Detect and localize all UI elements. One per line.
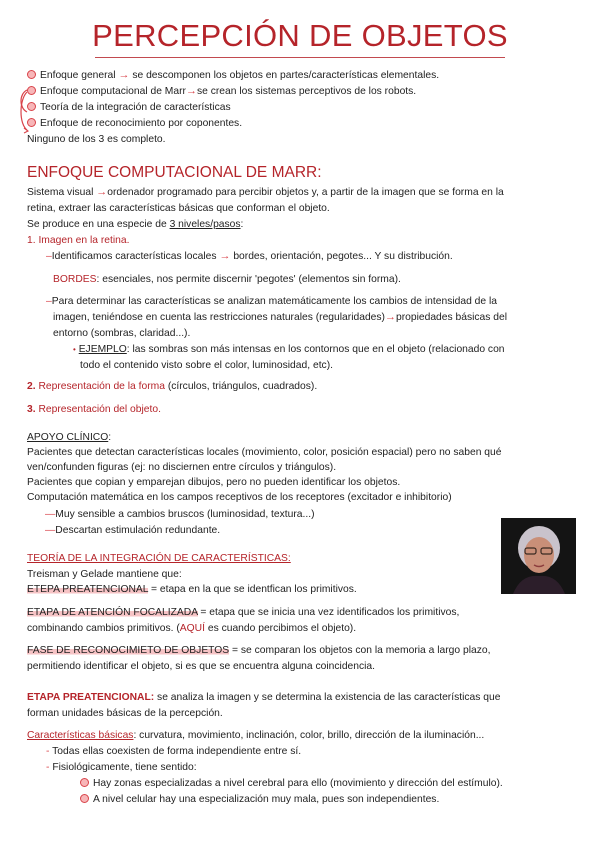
intro-item-3: Teoría de la integración de características — [27, 100, 231, 116]
preatencional-sub: - Fisiológicamente, tiene sentido: — [46, 762, 197, 773]
teoria-stage-3-cont: permitiendo identificar el objeto, si es que se encuentra alguna coincidencia. — [27, 661, 376, 672]
apoyo-line: Pacientes que copian y emparejan dibujos, pero no pueden identificar los objetos. — [27, 477, 401, 488]
bullet-icon — [27, 102, 36, 111]
teoria-stage-1: ETEPA PREATENCIONAL = etapa en la que se identfican los primitivos. — [27, 584, 357, 595]
example-note: • EJEMPLO: las sombras son más intensas en los contornos que en el objeto (relacionado con — [73, 344, 505, 355]
apoyo-sub: —Descartan estimulación redundante. — [45, 525, 221, 536]
intro-item-4: Enfoque de reconocimiento por coponentes. — [27, 116, 242, 132]
arrow-right-icon: → — [118, 69, 130, 81]
marr-paragraph-1: Sistema visual →ordenador programado para percibir objetos y, a partir de la imagen que se forma en la — [27, 186, 504, 198]
level-1-detail-3: entorno (sombras, claridad...). — [53, 328, 191, 339]
arrow-right-icon: → — [185, 85, 197, 97]
section-heading-marr: ENFOQUE COMPUTACIONAL DE MARR: — [27, 164, 322, 181]
apoyo-heading: APOYO CLÍNICO: — [27, 432, 112, 443]
arrow-right-icon: → — [384, 311, 396, 323]
bullet-icon — [80, 778, 89, 787]
preatencional-paragraph-2: forman unidades básicas de la percepción. — [27, 708, 223, 719]
apoyo-line: Computación matemática en los campos receptivos de los receptores (excitador e inhibitorio) — [27, 492, 452, 503]
preatencional-bullet: Hay zonas especializadas a nivel cerebral para ello (movimiento y dirección del estímulo). — [80, 776, 503, 792]
portrait-photo — [501, 518, 576, 594]
level-3-heading: 3. Representación del objeto. — [27, 404, 161, 415]
caracteristicas-basicas: Características básicas: curvatura, movimiento, inclinación, color, brillo, dirección de la iluminación... — [27, 730, 485, 741]
teoria-heading: TEORÍA DE LA INTEGRACIÓN DE CARACTERÍSTICAS: — [27, 553, 291, 564]
level-1-item: –Identificamos características locales → bordes, orientación, pegotes... Y su distribución. — [46, 250, 453, 262]
page-title: PERCEPCIÓN DE OBJETOS — [92, 18, 508, 53]
teoria-stage-3: FASE DE RECONOCIMIETO DE OBJETOS = se comparan los objetos con la memoria a largo plazo, — [27, 645, 491, 656]
example-note-2: todo el contenido visto sobre el color, luminosidad, etc). — [80, 360, 333, 371]
level-1-detail-2: imagen, teniéndose en cuenta las restricciones naturales (regularidades)→propiedades básicas del — [53, 311, 508, 323]
bullet-icon — [27, 86, 36, 95]
level-1-detail: –Para determinar las características se analizan matemáticamente los cambios de intensidad de la — [46, 296, 498, 307]
preatencional-paragraph: ETAPA PREATENCIONAL: se analiza la imagen y se determina la existencia de las características que — [27, 692, 501, 703]
marr-paragraph-2: Se produce en una especie de 3 niveles/pasos: — [27, 219, 244, 230]
teoria-stage-2: ETAPA DE ATENCIÓN FOCALIZADA = etapa que se inicia una vez identificados los primitivos, — [27, 607, 460, 618]
teoria-intro: Treisman y Gelade mantiene que: — [27, 569, 182, 580]
preatencional-sub: - Todas ellas coexisten de forma independiente entre sí. — [46, 746, 302, 757]
title-underline — [95, 57, 505, 58]
teoria-stage-2-cont: combinando cambios primitivos. (AQUÍ es cuando percibimos el objeto). — [27, 623, 357, 634]
intro-item-2: Enfoque computacional de Marr→se crean los sistemas perceptivos de los robots. — [27, 84, 416, 100]
apoyo-line: Pacientes que detectan características locales (movimiento, color, posición espacial) pero no saben qué — [27, 447, 502, 458]
bordes-note: BORDES: esenciales, nos permite discernir 'pegotes' (elementos sin forma). — [53, 274, 401, 285]
level-2-heading: 2. Representación de la forma (círculos, triángulos, cuadrados). — [27, 381, 318, 392]
bullet-icon — [27, 118, 36, 127]
apoyo-line: ven/confunden figuras (ej: no disciernen entre círculos y triángulos). — [27, 462, 337, 473]
bullet-icon — [80, 794, 89, 803]
apoyo-sub: —Muy sensible a cambios bruscos (luminosidad, textura...) — [45, 509, 315, 520]
bullet-icon — [27, 70, 36, 79]
arrow-right-icon: → — [96, 186, 108, 198]
level-1-heading: 1. Imagen en la retina. — [27, 235, 130, 246]
marr-paragraph-1-cont: retina, extraer las características básicas que conforman el objeto. — [27, 203, 330, 214]
preatencional-bullet: A nivel celular hay una especialización muy mala, pues son independientes. — [80, 792, 439, 808]
arrow-right-icon: → — [219, 250, 231, 262]
intro-note: Ninguno de los 3 es completo. — [27, 134, 166, 145]
portrait-image — [501, 518, 576, 594]
intro-item-1: Enfoque general → se descomponen los objetos en partes/características elementales. — [27, 68, 439, 84]
